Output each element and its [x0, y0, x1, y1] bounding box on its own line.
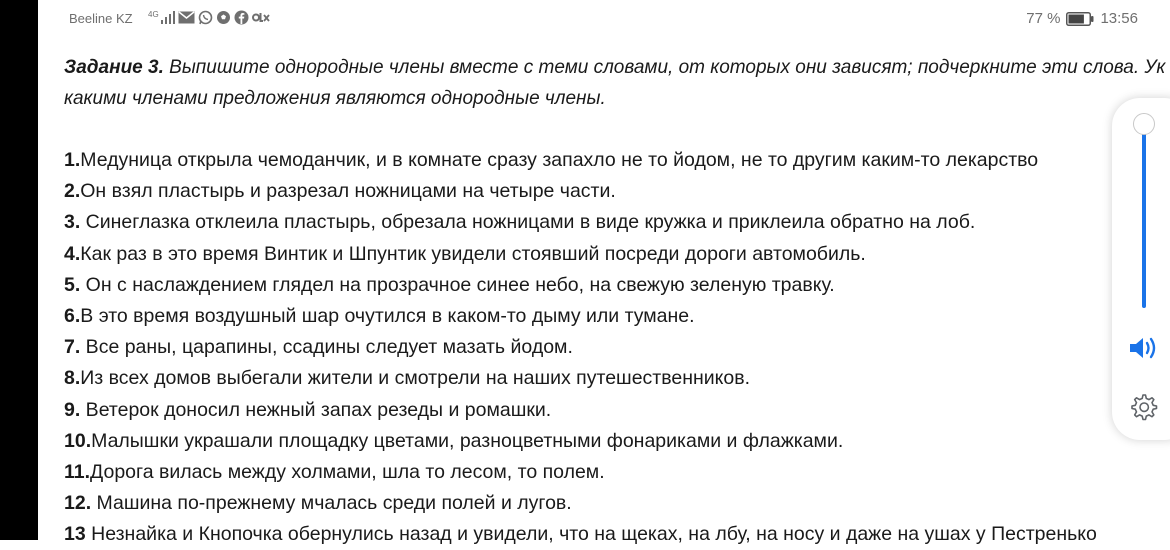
battery-percent: 77 % [1026, 10, 1061, 27]
sentence-number: 10. [64, 429, 92, 452]
sentence-item [64, 301, 1097, 332]
status-bar [38, 0, 1170, 38]
carrier-name: Beeline KZ [69, 11, 133, 26]
task-heading: Задание 3. [64, 57, 164, 78]
sentence-number: 11. [64, 460, 91, 483]
sentence-item [64, 332, 1097, 363]
sentence-item [64, 207, 1097, 238]
sentence-text: Дорога вилась между холмами, шла то лесом, то полем. [90, 460, 605, 483]
sentence-text: Он взял пластырь и разрезал ножницами на четыре части. [80, 180, 616, 203]
whatsapp-icon [198, 10, 213, 25]
battery-icon [1066, 12, 1094, 26]
sentence-number: 7. [64, 336, 81, 359]
screen-left-edge [0, 0, 38, 540]
sentence-number: 2. [64, 180, 81, 203]
signal-icon [161, 11, 175, 24]
task-text-line1: Выпишите однородные члены вместе с теми словами, от которых они зависят; подчеркните эти слова. Ук [163, 57, 1166, 78]
sentence-text: В это время воздушный шар очутился в каком-то дыму или тумане. [80, 304, 695, 327]
sentence-item [64, 395, 1097, 426]
sentence-text: Медуница открыла чемоданчик, и в комнате сразу запахло не то йодом, не то другим каким-то лекарство [80, 149, 1039, 171]
sentence-number: 3. [64, 211, 81, 234]
sentence-number: 4. [64, 242, 81, 265]
sentence-text: Машина по-прежнему мчалась среди полей и лугов. [91, 492, 572, 515]
network-type-label: 4G [148, 9, 159, 19]
volume-speaker-icon[interactable] [1128, 334, 1160, 362]
sentence-number: 6. [64, 304, 81, 327]
status-icons [148, 10, 270, 25]
volume-panel[interactable] [1112, 98, 1170, 440]
olx-icon [252, 11, 270, 24]
sentence-text: Как раз в это время Винтик и Шпунтик увидели стоявший посреди дороги автомобиль. [80, 242, 866, 265]
sentence-item [64, 519, 1097, 550]
sentence-item [64, 426, 1097, 457]
sentence-item [64, 488, 1097, 519]
sentence-text: Малышки украшали площадку цветами, разноцветными фонариками и флажками. [91, 429, 844, 452]
sentence-text: Он с наслаждением глядел на прозрачное синее небо, на свежую зеленую травку. [80, 273, 835, 296]
sentence-number: 12. [64, 492, 92, 515]
status-right [1026, 10, 1138, 27]
sentence-number: 8. [64, 367, 81, 390]
sentence-item [64, 270, 1097, 301]
sentence-item [64, 239, 1097, 270]
sentence-text: Ветерок доносил нежный запах резеды и ромашки. [80, 398, 552, 421]
sentence-text: Синеглазка отклеила пластырь, обрезала ножницами в виде кружка и приклеила обратно на лоб. [80, 211, 976, 234]
sentence-item [64, 176, 1097, 207]
task-instructions [64, 52, 1170, 114]
sentence-item [64, 457, 1097, 488]
facebook-icon [234, 10, 249, 25]
sentence-number: 9. [64, 398, 81, 421]
sentence-list [64, 145, 1097, 550]
sentence-text: Все раны, царапины, ссадины следует мазать йодом. [80, 336, 573, 359]
football-icon [216, 10, 231, 25]
volume-slider-track[interactable] [1142, 124, 1146, 308]
settings-gear-icon[interactable] [1128, 392, 1158, 422]
sentence-text: Из всех домов выбегали жители и смотрели на наших путешественников. [80, 367, 751, 390]
mail-icon [178, 11, 195, 24]
sentence-text: Незнайка и Кнопочка обернулись назад и увидели, что на щеках, на лбу, на носу и даже на ушах у Пестренько [85, 523, 1097, 546]
clock: 13:56 [1100, 10, 1138, 27]
sentence-item [64, 363, 1097, 394]
sentence-number: 13 [64, 523, 86, 546]
sentence-number: 1. [64, 149, 81, 171]
sentence-number: 5. [64, 273, 81, 296]
volume-slider-knob[interactable] [1133, 113, 1155, 135]
sentence-item [64, 145, 1097, 176]
task-text-line2: какими членами предложения являются однородные члены. [64, 88, 606, 109]
